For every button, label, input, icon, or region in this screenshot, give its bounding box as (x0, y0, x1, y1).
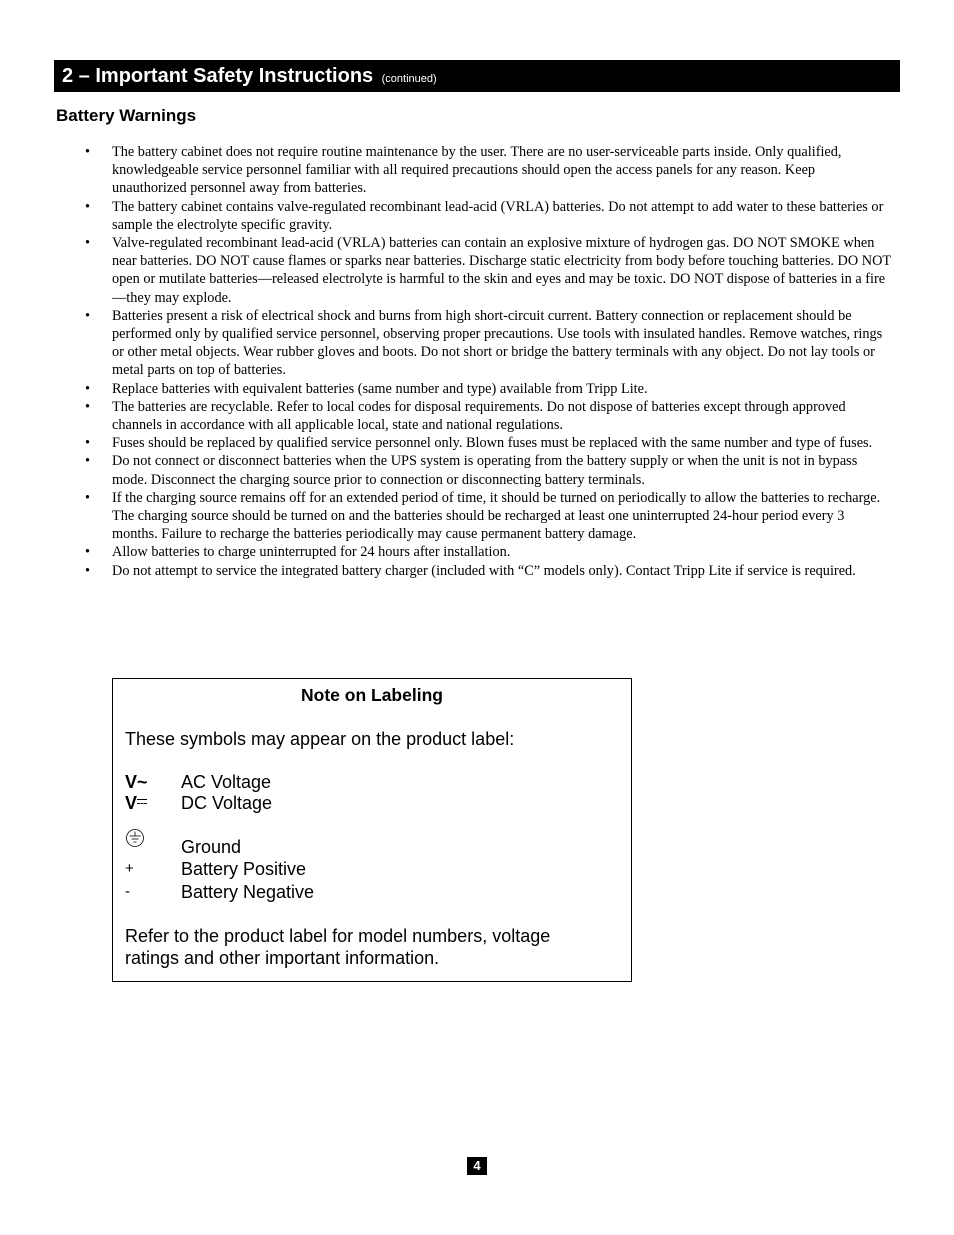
section-header-bar (54, 60, 900, 92)
dc-voltage-icon: V (125, 792, 165, 814)
warning-item: • If the charging source remains off for an extended period of time, it should be turned on periodically to allow the batteries to recharge. The charging source should be turned on and the batteries should be recharged at least one uninterrupted 24-hour period every 3 months. Failure to recharge the batteries periodically may cause permanent battery damage. (112, 489, 892, 544)
warning-item: • Do not connect or disconnect batteries when the UPS system is operating from the battery supply or when the unit is not in bypass mode. Disconnect the charging source prior to connection or disconnecting battery terminals. (112, 452, 892, 488)
warning-item: • Batteries present a risk of electrical shock and burns from high short-circuit current. Battery connection or replacement should be performed only by qualified service personnel, observing proper precautions. Use tools with insulated handles. Remove watches, rings or other metal objects. Wear rubber gloves and boots. Do not short or bridge the battery terminals with any object. Do not lay tools or metal parts on top of batteries. (112, 307, 892, 380)
battery-warnings-heading: Battery Warnings (56, 106, 197, 125)
labeling-note-intro: These symbols may appear on the product label: (125, 729, 515, 749)
section-header-subtitle: (continued) (381, 73, 437, 85)
dc-voltage-label: DC Voltage (181, 793, 273, 813)
battery-warnings-list (112, 143, 892, 580)
warning-item: • Valve-regulated recombinant lead-acid (VRLA) batteries can contain an explosive mixture of hydrogen gas. DO NOT SMOKE when near batteries. DO NOT cause flames or sparks near batteries. Discharge static electricity from body before touching batteries. DO NOT open or mutilate batteries—released electrolyte is harmful to the skin and eyes and may be toxic. DO NOT dispose of batteries in a fire—they may explode. (112, 234, 892, 307)
warning-item: • Replace batteries with equivalent batteries (same number and type) available from Tripp Lite. (112, 380, 892, 398)
warning-item: • The battery cabinet does not require routine maintenance by the user. There are no user-serviceable parts inside. Only qualified, knowledgeable service personnel familiar with all required precautions should open the access panels for any reason. Keep unauthorized personnel away from batteries. (112, 143, 892, 198)
ground-label: Ground (181, 837, 242, 857)
labeling-note-title: Note on Labeling (301, 685, 443, 705)
warning-item: • Fuses should be replaced by qualified service personnel only. Blown fuses must be replaced with the same number and type of fuses. (112, 434, 892, 452)
section-header-title: 2 – Important Safety Instructions (62, 65, 374, 87)
battery-positive-label: Battery Positive (181, 859, 307, 879)
ac-voltage-label: AC Voltage (181, 772, 272, 792)
ac-voltage-symbol: V~ (125, 772, 148, 792)
warning-item: • The battery cabinet contains valve-regulated recombinant lead-acid (VRLA) batteries. Do not attempt to add water to these batteries or sample the electrolyte specific gravity. (112, 198, 892, 234)
battery-negative-symbol: - (125, 883, 130, 900)
warning-item: • Do not attempt to service the integrated battery charger (included with “C” models only). Contact Tripp Lite if service is required. (112, 562, 892, 580)
page-number: 4 (467, 1157, 487, 1175)
battery-positive-symbol: + (125, 860, 134, 877)
labeling-note-box (112, 678, 632, 982)
warning-item: • The batteries are recyclable. Refer to local codes for disposal requirements. Do not dispose of batteries except through approved channels in accordance with all applicable local, state and national regulations. (112, 398, 892, 434)
battery-negative-label: Battery Negative (181, 882, 315, 902)
labeling-note-refer: Refer to the product label for model numbers, voltage ratings and other important information. (125, 926, 551, 968)
warning-item: • Allow batteries to charge uninterrupted for 24 hours after installation. (112, 543, 892, 561)
